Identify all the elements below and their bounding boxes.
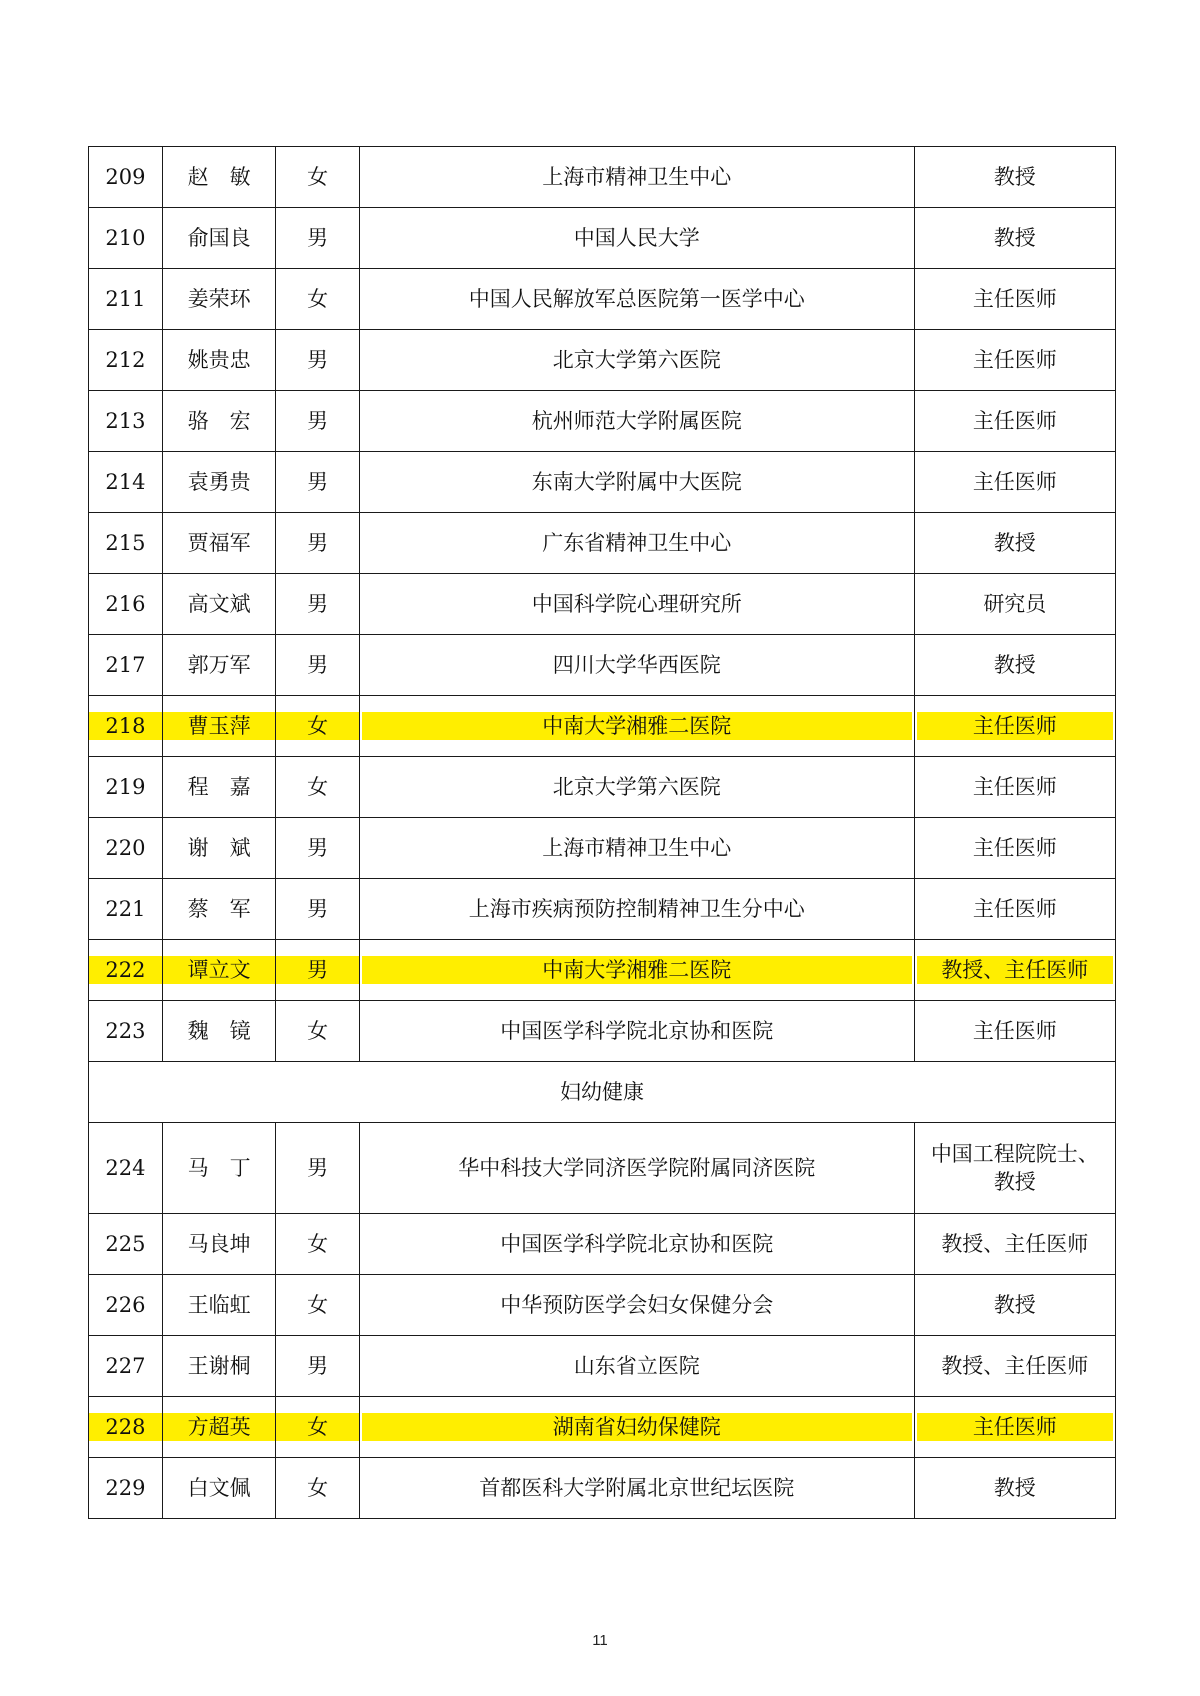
gender: 女 bbox=[307, 1293, 329, 1317]
organization: 北京大学第六医院 bbox=[552, 775, 721, 799]
table-row bbox=[89, 513, 1116, 574]
row-number-cell bbox=[89, 635, 163, 696]
person-name-cell bbox=[162, 940, 276, 1001]
job-title-cell bbox=[914, 452, 1115, 513]
row-number-cell bbox=[89, 940, 163, 1001]
job-title-cell bbox=[914, 940, 1115, 1001]
row-number: 217 bbox=[105, 653, 146, 677]
organization: 湖南省妇幼保健院 bbox=[362, 1413, 912, 1441]
organization-cell bbox=[359, 696, 914, 757]
job-title-cell bbox=[914, 391, 1115, 452]
organization: 中国科学院心理研究所 bbox=[531, 592, 742, 616]
person-name-cell bbox=[162, 269, 276, 330]
row-number-cell bbox=[89, 818, 163, 879]
organization: 中国医学科学院北京协和医院 bbox=[500, 1232, 774, 1256]
job-title-cell bbox=[914, 1458, 1115, 1519]
person-name: 王临虹 bbox=[187, 1293, 251, 1317]
job-title: 研究员 bbox=[983, 592, 1047, 616]
organization: 中南大学湘雅二医院 bbox=[362, 956, 912, 984]
table-row bbox=[89, 1275, 1116, 1336]
job-title-cell bbox=[914, 879, 1115, 940]
row-number-cell bbox=[89, 879, 163, 940]
table-row bbox=[89, 940, 1116, 1001]
job-title-cell bbox=[914, 513, 1115, 574]
row-number: 218 bbox=[89, 712, 162, 740]
row-number-cell bbox=[89, 1458, 163, 1519]
organization: 广东省精神卫生中心 bbox=[542, 531, 732, 555]
row-number-cell bbox=[89, 1001, 163, 1062]
person-name: 郭万军 bbox=[187, 653, 251, 677]
person-name: 马 丁 bbox=[187, 1156, 251, 1180]
gender-cell bbox=[276, 1275, 360, 1336]
job-title-cell bbox=[914, 1123, 1115, 1214]
table-row bbox=[89, 757, 1116, 818]
gender-cell bbox=[276, 269, 360, 330]
table-row bbox=[89, 1336, 1116, 1397]
row-number: 215 bbox=[105, 531, 146, 555]
row-number: 216 bbox=[105, 592, 146, 616]
person-name-cell bbox=[162, 1123, 276, 1214]
organization: 中华预防医学会妇女保健分会 bbox=[500, 1293, 774, 1317]
section-title: 妇幼健康 bbox=[89, 1062, 1116, 1123]
job-title-cell bbox=[914, 269, 1115, 330]
person-name: 马良坤 bbox=[187, 1232, 251, 1256]
gender: 男 bbox=[307, 897, 329, 921]
job-title: 教授、主任医师 bbox=[941, 1232, 1089, 1256]
person-name: 程 嘉 bbox=[187, 775, 251, 799]
person-name-cell bbox=[162, 1458, 276, 1519]
job-title-cell bbox=[914, 1275, 1115, 1336]
organization: 上海市疾病预防控制精神卫生分中心 bbox=[468, 897, 805, 921]
organization-cell bbox=[359, 818, 914, 879]
gender: 女 bbox=[276, 712, 359, 740]
table-row bbox=[89, 696, 1116, 757]
job-title-cell bbox=[914, 574, 1115, 635]
organization: 北京大学第六医院 bbox=[552, 348, 721, 372]
gender-cell bbox=[276, 757, 360, 818]
job-title-cell bbox=[914, 1214, 1115, 1275]
person-name-cell bbox=[162, 757, 276, 818]
job-title-line: 中国工程院院士、 bbox=[930, 1142, 1099, 1166]
organization: 中国医学科学院北京协和医院 bbox=[500, 1019, 774, 1043]
table-row bbox=[89, 330, 1116, 391]
row-number: 223 bbox=[105, 1019, 146, 1043]
gender-cell bbox=[276, 879, 360, 940]
organization-cell bbox=[359, 269, 914, 330]
job-title-cell bbox=[914, 1336, 1115, 1397]
job-title: 教授 bbox=[993, 165, 1036, 189]
person-name-cell bbox=[162, 635, 276, 696]
organization-cell bbox=[359, 1123, 914, 1214]
gender-cell bbox=[276, 513, 360, 574]
organization: 上海市精神卫生中心 bbox=[542, 165, 732, 189]
gender: 男 bbox=[307, 1354, 329, 1378]
row-number-cell bbox=[89, 147, 163, 208]
job-title: 主任医师 bbox=[917, 712, 1113, 740]
gender: 男 bbox=[307, 1156, 329, 1180]
job-title: 主任医师 bbox=[972, 287, 1057, 311]
gender-cell bbox=[276, 1123, 360, 1214]
person-name: 谭立文 bbox=[163, 956, 276, 984]
job-title: 主任医师 bbox=[972, 775, 1057, 799]
job-title: 主任医师 bbox=[972, 409, 1057, 433]
gender-cell bbox=[276, 147, 360, 208]
person-name-cell bbox=[162, 818, 276, 879]
table-row bbox=[89, 1458, 1116, 1519]
gender-cell bbox=[276, 635, 360, 696]
organization-cell bbox=[359, 208, 914, 269]
section-header-row bbox=[89, 1062, 1116, 1123]
organization-cell bbox=[359, 574, 914, 635]
organization: 中国人民解放军总医院第一医学中心 bbox=[468, 287, 805, 311]
person-name-cell bbox=[162, 208, 276, 269]
gender-cell bbox=[276, 391, 360, 452]
row-number: 211 bbox=[105, 287, 146, 311]
job-title: 教授 bbox=[993, 1476, 1036, 1500]
job-title: 主任医师 bbox=[972, 897, 1057, 921]
table-row bbox=[89, 879, 1116, 940]
row-number: 225 bbox=[105, 1232, 146, 1256]
gender: 男 bbox=[307, 348, 329, 372]
job-title-cell bbox=[914, 1397, 1115, 1458]
row-number-cell bbox=[89, 1275, 163, 1336]
table-row bbox=[89, 391, 1116, 452]
organization-cell bbox=[359, 391, 914, 452]
job-title-line: 教授 bbox=[993, 1170, 1036, 1194]
table-row bbox=[89, 635, 1116, 696]
gender: 男 bbox=[307, 226, 329, 250]
gender: 女 bbox=[307, 1476, 329, 1500]
job-title-cell bbox=[914, 635, 1115, 696]
row-number: 229 bbox=[105, 1476, 146, 1500]
person-name-cell bbox=[162, 696, 276, 757]
person-name-cell bbox=[162, 1336, 276, 1397]
person-name-cell bbox=[162, 391, 276, 452]
organization-cell bbox=[359, 513, 914, 574]
organization-cell bbox=[359, 147, 914, 208]
row-number-cell bbox=[89, 1214, 163, 1275]
gender-cell bbox=[276, 1336, 360, 1397]
row-number-cell bbox=[89, 1336, 163, 1397]
person-name: 姜荣环 bbox=[187, 287, 251, 311]
gender: 男 bbox=[307, 470, 329, 494]
gender: 女 bbox=[307, 1019, 329, 1043]
person-name: 赵 敏 bbox=[187, 165, 251, 189]
person-name: 贾福军 bbox=[187, 531, 251, 555]
organization: 中国人民大学 bbox=[573, 226, 700, 250]
table-row bbox=[89, 574, 1116, 635]
row-number-cell bbox=[89, 269, 163, 330]
row-number: 226 bbox=[105, 1293, 146, 1317]
organization: 首都医科大学附属北京世纪坛医院 bbox=[479, 1476, 795, 1500]
organization: 东南大学附属中大医院 bbox=[531, 470, 742, 494]
row-number: 227 bbox=[105, 1354, 146, 1378]
person-name: 魏 镜 bbox=[187, 1019, 251, 1043]
gender-cell bbox=[276, 696, 360, 757]
gender-cell bbox=[276, 1458, 360, 1519]
gender-cell bbox=[276, 574, 360, 635]
person-name: 方超英 bbox=[163, 1413, 276, 1441]
gender: 男 bbox=[307, 409, 329, 433]
organization-cell bbox=[359, 1275, 914, 1336]
person-name: 姚贵忠 bbox=[187, 348, 251, 372]
person-name: 骆 宏 bbox=[187, 409, 251, 433]
gender-cell bbox=[276, 1001, 360, 1062]
row-number: 213 bbox=[105, 409, 146, 433]
table-row bbox=[89, 452, 1116, 513]
job-title: 主任医师 bbox=[917, 1413, 1113, 1441]
job-title: 教授 bbox=[993, 1293, 1036, 1317]
organization: 中南大学湘雅二医院 bbox=[362, 712, 912, 740]
table-row bbox=[89, 208, 1116, 269]
organization-cell bbox=[359, 1214, 914, 1275]
job-title: 教授、主任医师 bbox=[917, 956, 1113, 984]
gender-cell bbox=[276, 1214, 360, 1275]
organization: 四川大学华西医院 bbox=[552, 653, 721, 677]
gender: 男 bbox=[307, 653, 329, 677]
job-title: 教授、主任医师 bbox=[941, 1354, 1089, 1378]
row-number-cell bbox=[89, 757, 163, 818]
gender: 男 bbox=[307, 592, 329, 616]
row-number: 209 bbox=[105, 165, 146, 189]
row-number-cell bbox=[89, 208, 163, 269]
job-title: 教授 bbox=[993, 653, 1036, 677]
row-number-cell bbox=[89, 696, 163, 757]
gender-cell bbox=[276, 818, 360, 879]
gender: 女 bbox=[307, 1232, 329, 1256]
row-number-cell bbox=[89, 574, 163, 635]
organization-cell bbox=[359, 452, 914, 513]
organization-cell bbox=[359, 1336, 914, 1397]
table-row bbox=[89, 1123, 1116, 1214]
row-number: 228 bbox=[89, 1413, 162, 1441]
job-title-cell bbox=[914, 1001, 1115, 1062]
person-name: 白文佩 bbox=[187, 1476, 251, 1500]
row-number: 212 bbox=[105, 348, 146, 372]
person-name-cell bbox=[162, 1275, 276, 1336]
gender: 男 bbox=[276, 956, 359, 984]
person-name-cell bbox=[162, 1001, 276, 1062]
gender-cell bbox=[276, 208, 360, 269]
row-number-cell bbox=[89, 513, 163, 574]
page-number: 11 bbox=[592, 1632, 608, 1649]
organization-cell bbox=[359, 330, 914, 391]
job-title: 主任医师 bbox=[972, 470, 1057, 494]
person-name-cell bbox=[162, 452, 276, 513]
job-title-cell bbox=[914, 147, 1115, 208]
row-number-cell bbox=[89, 1123, 163, 1214]
person-name-cell bbox=[162, 1397, 276, 1458]
job-title: 主任医师 bbox=[972, 836, 1057, 860]
table-row bbox=[89, 1001, 1116, 1062]
organization: 山东省立医院 bbox=[573, 1354, 700, 1378]
job-title-cell bbox=[914, 757, 1115, 818]
organization-cell bbox=[359, 940, 914, 1001]
row-number: 219 bbox=[105, 775, 146, 799]
organization-cell bbox=[359, 635, 914, 696]
gender: 女 bbox=[307, 287, 329, 311]
row-number-cell bbox=[89, 391, 163, 452]
table-row bbox=[89, 147, 1116, 208]
row-number: 210 bbox=[105, 226, 146, 250]
gender: 女 bbox=[307, 775, 329, 799]
row-number-cell bbox=[89, 330, 163, 391]
gender-cell bbox=[276, 1397, 360, 1458]
gender: 女 bbox=[307, 165, 329, 189]
job-title-cell bbox=[914, 696, 1115, 757]
organization-cell bbox=[359, 757, 914, 818]
row-number: 224 bbox=[105, 1156, 146, 1180]
organization: 华中科技大学同济医学院附属同济医院 bbox=[458, 1156, 816, 1180]
gender: 女 bbox=[276, 1413, 359, 1441]
person-name-cell bbox=[162, 147, 276, 208]
row-number: 220 bbox=[105, 836, 146, 860]
organization-cell bbox=[359, 1458, 914, 1519]
row-number: 214 bbox=[105, 470, 146, 494]
organization: 上海市精神卫生中心 bbox=[542, 836, 732, 860]
expert-roster-table bbox=[88, 146, 1116, 1519]
roster-body bbox=[89, 147, 1116, 1519]
person-name: 蔡 军 bbox=[187, 897, 251, 921]
table-row bbox=[89, 1214, 1116, 1275]
job-title-cell bbox=[914, 818, 1115, 879]
gender: 男 bbox=[307, 836, 329, 860]
row-number-cell bbox=[89, 452, 163, 513]
table-row bbox=[89, 269, 1116, 330]
gender-cell bbox=[276, 330, 360, 391]
table-row bbox=[89, 1397, 1116, 1458]
organization-cell bbox=[359, 1397, 914, 1458]
organization-cell bbox=[359, 879, 914, 940]
person-name-cell bbox=[162, 879, 276, 940]
person-name: 王谢桐 bbox=[187, 1354, 251, 1378]
job-title: 主任医师 bbox=[972, 348, 1057, 372]
person-name: 曹玉萍 bbox=[163, 712, 276, 740]
person-name: 高文斌 bbox=[187, 592, 251, 616]
person-name-cell bbox=[162, 330, 276, 391]
person-name: 俞国良 bbox=[187, 226, 251, 250]
job-title: 主任医师 bbox=[972, 1019, 1057, 1043]
row-number-cell bbox=[89, 1397, 163, 1458]
organization-cell bbox=[359, 1001, 914, 1062]
job-title-cell bbox=[914, 330, 1115, 391]
gender-cell bbox=[276, 940, 360, 1001]
person-name-cell bbox=[162, 1214, 276, 1275]
job-title: 教授 bbox=[993, 226, 1036, 250]
row-number: 222 bbox=[89, 956, 162, 984]
gender-cell bbox=[276, 452, 360, 513]
job-title: 教授 bbox=[993, 531, 1036, 555]
person-name-cell bbox=[162, 574, 276, 635]
person-name-cell bbox=[162, 513, 276, 574]
organization: 杭州师范大学附属医院 bbox=[531, 409, 742, 433]
job-title-cell bbox=[914, 208, 1115, 269]
person-name: 袁勇贵 bbox=[187, 470, 251, 494]
table-row bbox=[89, 818, 1116, 879]
gender: 男 bbox=[307, 531, 329, 555]
person-name: 谢 斌 bbox=[187, 836, 251, 860]
row-number: 221 bbox=[105, 897, 146, 921]
